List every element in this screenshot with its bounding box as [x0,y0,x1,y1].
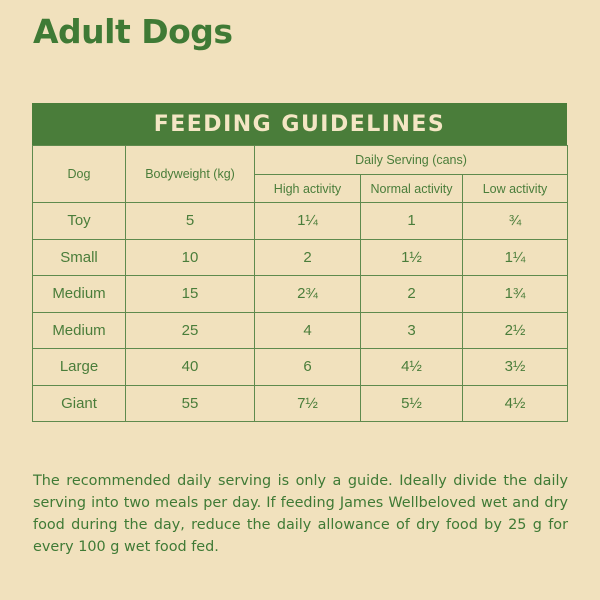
cell-bodyweight: 40 [126,349,255,386]
cell-dog: Large [33,349,126,386]
cell-high-activity: 6 [255,349,361,386]
cell-high-activity: 7½ [255,385,361,422]
table-title: FEEDING GUIDELINES [32,103,567,145]
cell-bodyweight: 5 [126,203,255,240]
cell-low-activity: 1¾ [463,276,568,313]
column-header-low-activity: Low activity [463,175,568,203]
cell-bodyweight: 15 [126,276,255,313]
cell-dog: Medium [33,312,126,349]
cell-low-activity: 4½ [463,385,568,422]
cell-normal-activity: 3 [361,312,463,349]
page-title: Adult Dogs [33,12,233,51]
column-header-high-activity: High activity [255,175,361,203]
cell-normal-activity: 5½ [361,385,463,422]
cell-dog: Medium [33,276,126,313]
feeding-note: The recommended daily serving is only a guide. Ideally divide the daily serving into two meals per day. If feeding James Wellbeloved wet and dry food during the day, reduce the daily allowance of dry food by 25 g for every 100 g wet food fed. [33,473,568,555]
cell-low-activity: 2½ [463,312,568,349]
cell-normal-activity: 1 [361,203,463,240]
cell-bodyweight: 10 [126,239,255,276]
cell-low-activity: 1¼ [463,239,568,276]
cell-bodyweight: 55 [126,385,255,422]
table-row [33,349,568,386]
table-row [33,312,568,349]
feeding-guidelines-table [32,103,567,422]
cell-dog: Small [33,239,126,276]
column-header-bodyweight: Bodyweight (kg) [126,146,255,203]
table-row [33,239,568,276]
column-header-normal-activity: Normal activity [361,175,463,203]
cell-high-activity: 2¾ [255,276,361,313]
cell-normal-activity: 1½ [361,239,463,276]
cell-high-activity: 2 [255,239,361,276]
table-row [33,385,568,422]
cell-normal-activity: 4½ [361,349,463,386]
column-header-daily-serving: Daily Serving (cans) [255,146,568,175]
cell-bodyweight: 25 [126,312,255,349]
cell-dog: Toy [33,203,126,240]
cell-dog: Giant [33,385,126,422]
table-row [33,203,568,240]
column-header-dog: Dog [33,146,126,203]
cell-normal-activity: 2 [361,276,463,313]
cell-high-activity: 1¼ [255,203,361,240]
cell-high-activity: 4 [255,312,361,349]
cell-low-activity: ¾ [463,203,568,240]
cell-low-activity: 3½ [463,349,568,386]
table-row [33,276,568,313]
